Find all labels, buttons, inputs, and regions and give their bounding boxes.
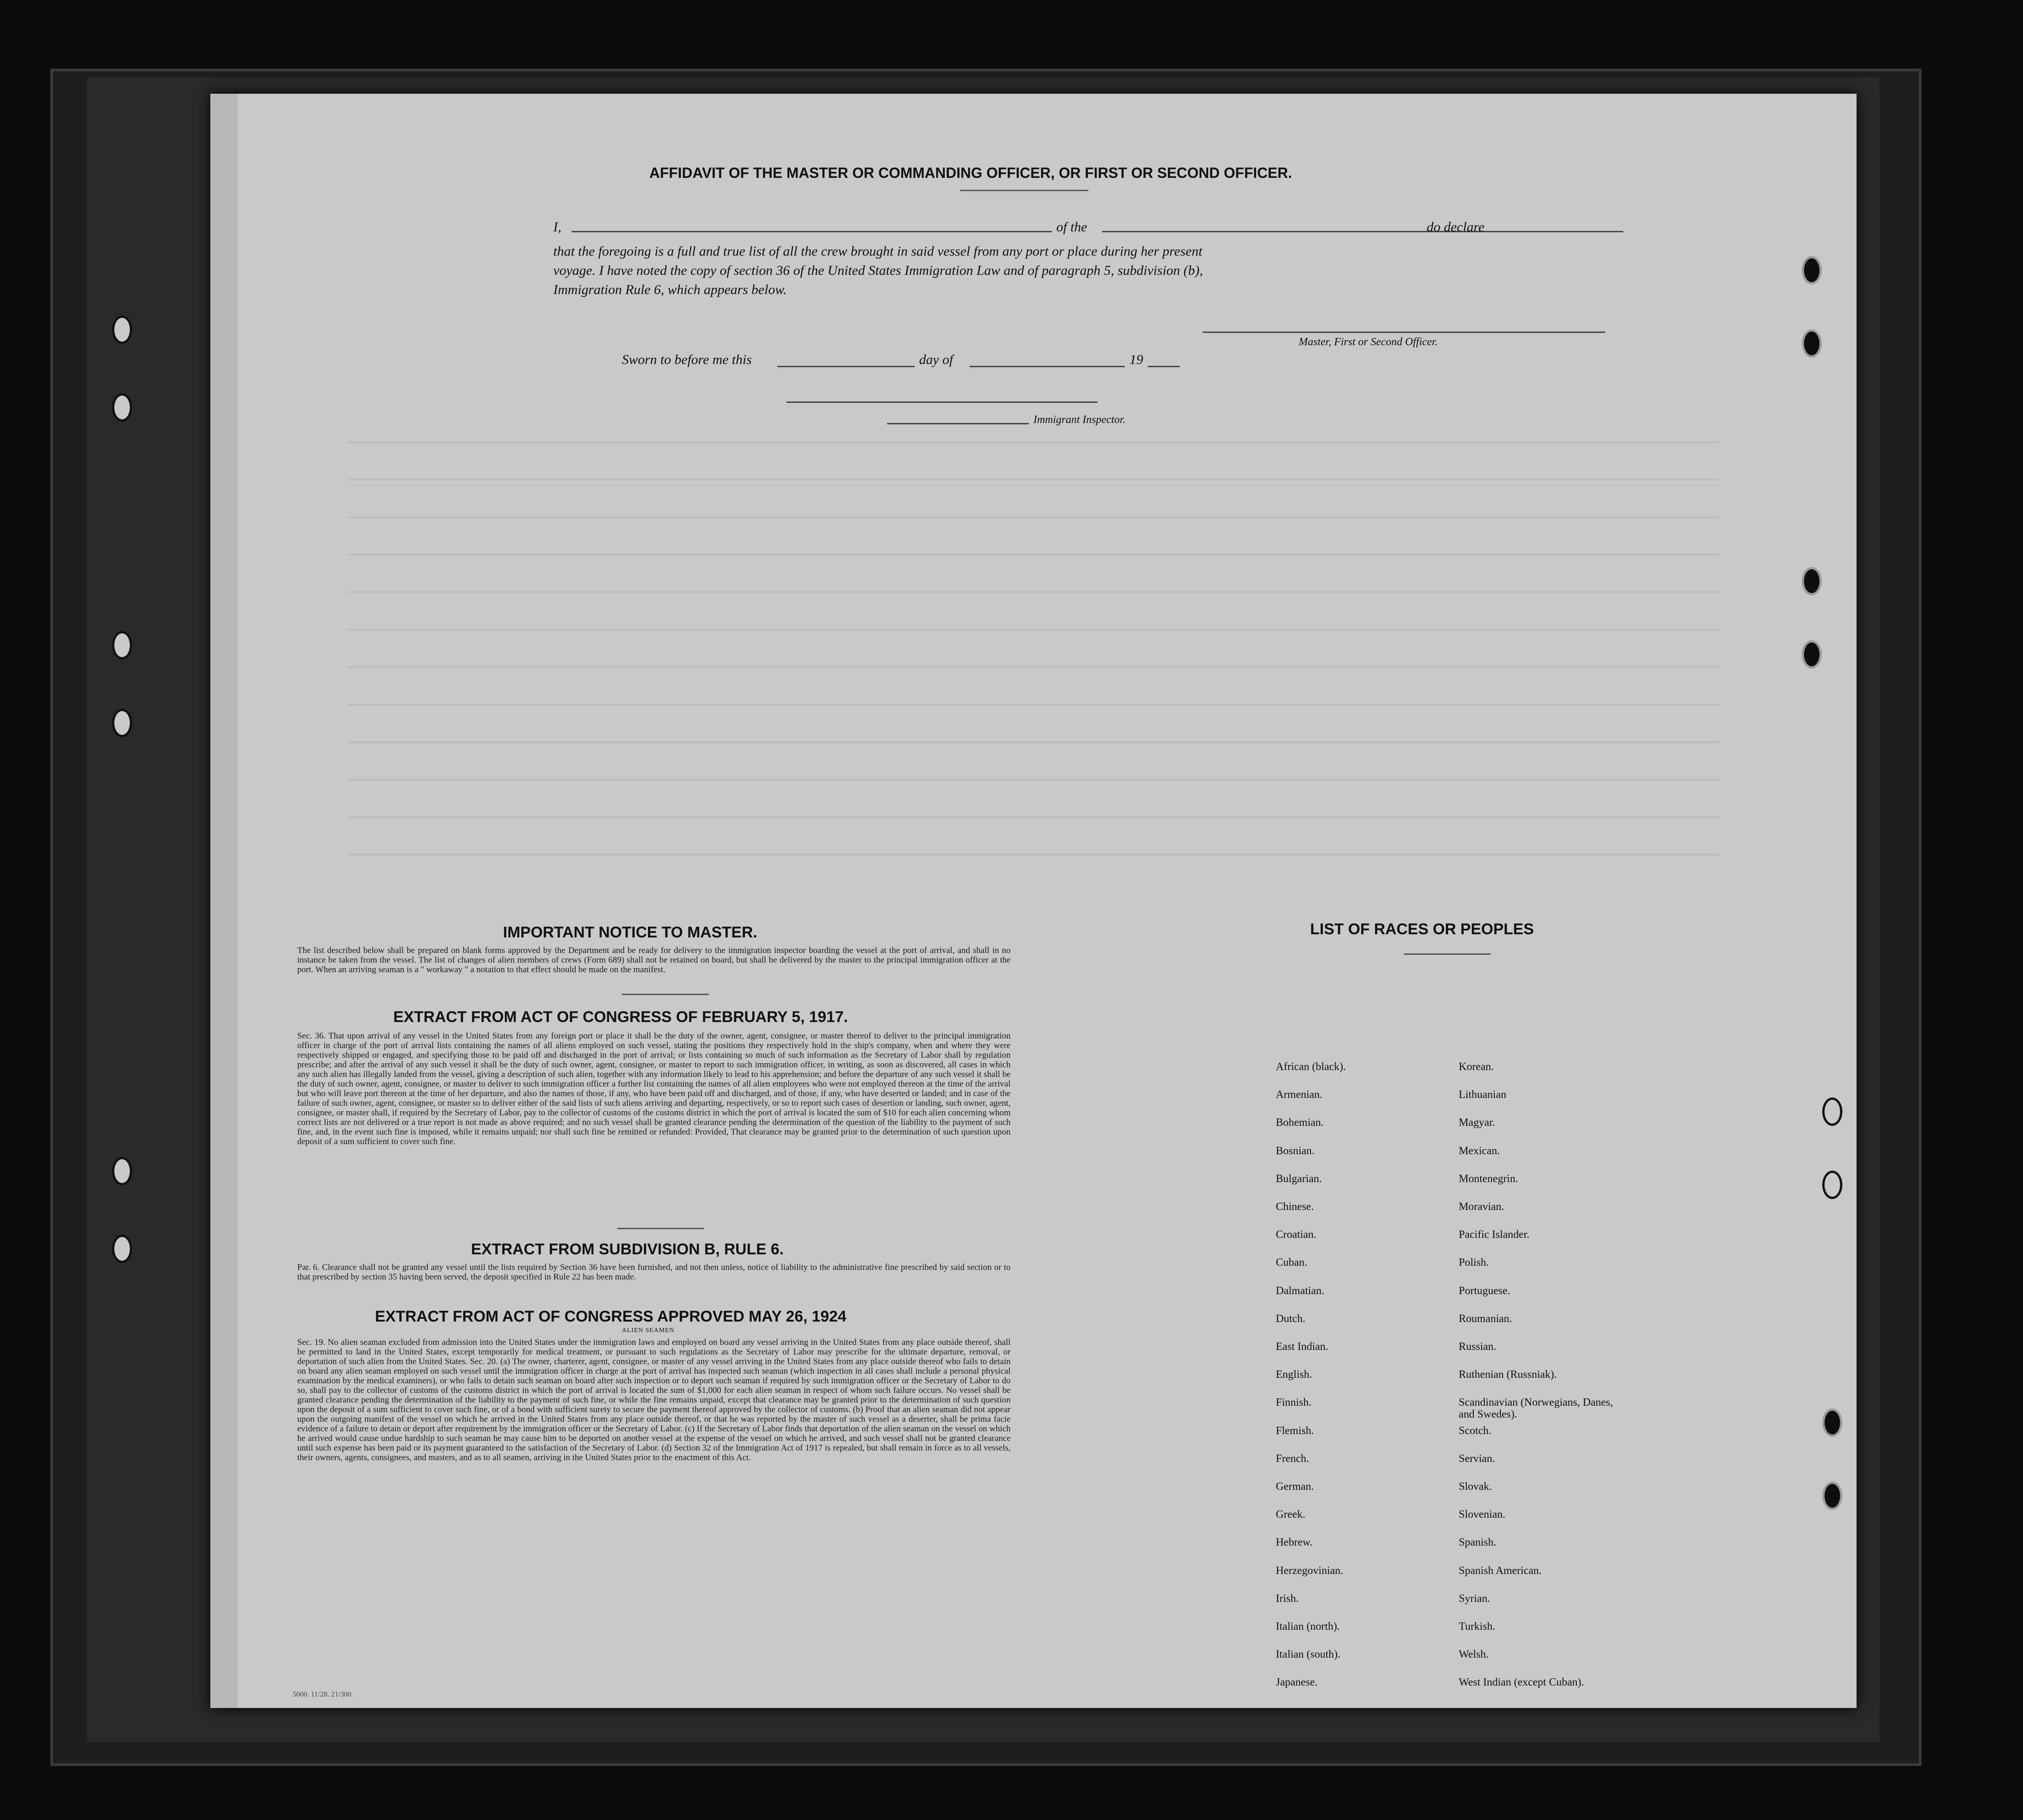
affidavit-declare: do declare — [1427, 219, 1485, 235]
master-name-field[interactable] — [572, 231, 1052, 232]
race-item: African (black). — [1276, 1061, 1346, 1073]
binder-hole — [112, 1235, 132, 1263]
race-item: Irish. — [1276, 1592, 1299, 1605]
sworn-day-field[interactable] — [777, 366, 915, 367]
race-item: Russian. — [1459, 1341, 1497, 1353]
officer-caption: Master, First or Second Officer. — [1299, 336, 1438, 348]
extract-1917-text: Sec. 36. That upon arrival of any vessel in the United States from any foreign port or place it shall be the duty of the owner, agent, consignee, or master thereof to deliver to the principal immigration officer in charge of the port of arrival lists containing the names of all aliens employed on such vessel, stating the positions they respectively hold in the ship's company, when and where they were respectively shipped or engaged, and specifying those to be paid off and discharged in the port of arrival; or lists containing so much of such information as the Secretary of Labor shall by regulation prescribe; and after the arrival of any such vessel it shall be the duty of such owner, agent, consignee, or master to report to such immigration officer, in writing, as soon as discovered, all cases in which any such alien has illegally landed from the vessel, giving a description of such alien, together with any information likely to lead to his apprehension; and before the departure of any such vessel it shall be the duty of such owner, agent, consignee, or master to deliver to such immigration officer a further list containing the names of all alien employees who were not employed thereon at the time of the arrival but who will leave port thereon at the time of her departure, and also the names of those, if any, who have been paid off and discharged, and of those, if any, who have deserted or landed; and in case of the failure of such owner, agent, consignee, or master so to deliver either of the said lists of such aliens arriving and departing, respectively, or so to report such cases of desertion or landing, such owner, agent, consignee, or master shall, if required by the Secretary of Labor, pay to the collector of customs of the customs district in which the port of arrival is located the sum of $10 for each alien concerning whom correct lists are not delivered or a true report is not made as above required; and no such vessel shall be granted clearance pending the determination of the question of the liability to the payment of such fine, and, in the event such fine is imposed, while it remains unpaid; nor shall such fine be remitted or refunded: Provided, That clearance may be granted prior to the determination of such question upon deposit of a sum sufficient to cover such fine. — [297, 1031, 1011, 1146]
binder-hole — [1822, 1171, 1842, 1199]
race-item: Polish. — [1459, 1257, 1489, 1269]
binder-hole — [1822, 1097, 1842, 1126]
ghost-row — [348, 554, 1719, 556]
binder-hole — [112, 631, 132, 659]
race-item: East Indian. — [1276, 1341, 1328, 1353]
race-item: Turkish. — [1459, 1621, 1495, 1633]
races-title-rule — [1404, 953, 1491, 955]
race-item: Japanese. — [1276, 1676, 1318, 1689]
race-item: Italian (north). — [1276, 1621, 1340, 1633]
print-code: 5000. 11/28. 21/300. — [293, 1691, 353, 1698]
ghost-row — [348, 741, 1719, 743]
inspector-name-field[interactable] — [887, 423, 1029, 424]
race-item: Dalmatian. — [1276, 1285, 1324, 1297]
sworn-year-field[interactable] — [1148, 366, 1180, 367]
race-item: Flemish. — [1276, 1424, 1314, 1437]
extract-1924-subtitle: ALIEN SEAMEN — [622, 1327, 675, 1334]
binder-hole — [1802, 640, 1822, 669]
notice-text: The list described below shall be prepared on blank forms approved by the Department and be ready for delivery to the immigration inspector boarding the vessel at the port of arrival, and shall in no instance be taken from the vessel. The list of changes of alien members of crews (Form 689) shall not be retained on board, but shall be delivered by the master to the principal immigration officer at the port. When an arriving seaman is a " workaway " a notation to that effect should be made on the manifest. — [297, 946, 1011, 974]
officer-signature-field[interactable] — [1203, 332, 1605, 333]
binder-hole — [1802, 256, 1822, 284]
race-item: Slovenian. — [1459, 1509, 1505, 1521]
binder-hole — [1822, 1408, 1842, 1437]
race-item: Herzegovinian. — [1276, 1564, 1343, 1577]
race-item: Cuban. — [1276, 1257, 1307, 1269]
race-item: Welsh. — [1459, 1649, 1489, 1661]
race-item: French. — [1276, 1452, 1309, 1465]
binder-hole — [112, 709, 132, 737]
race-item: Italian (south). — [1276, 1649, 1341, 1661]
race-item: Montenegrin. — [1459, 1172, 1518, 1185]
extract-rule6-text: Par. 6. Clearance shall not be granted any vessel until the lists required by Section 36 have been furnished, and not then unless, notice of liability to the administrative fine prescribed by said section or to that prescribed by section 35 having been served, the deposit specified in Rule 22 has been made. — [297, 1263, 1011, 1282]
race-item: Spanish American. — [1459, 1564, 1542, 1577]
notice-title: IMPORTANT NOTICE TO MASTER. — [503, 924, 757, 941]
ghost-row — [348, 591, 1719, 593]
affidavit-line4: Immigration Rule 6, which appears below. — [553, 282, 787, 297]
binder-hole — [112, 393, 132, 422]
race-item: Moravian. — [1459, 1201, 1504, 1213]
affidavit-line3: voyage. I have noted the copy of section 36 of the United States Immigration Law and of paragraph 5, subdivision (b), — [553, 263, 1203, 278]
race-item: Syrian. — [1459, 1592, 1490, 1605]
vessel-name-field[interactable] — [1102, 231, 1623, 232]
year-label: 19 — [1129, 352, 1143, 367]
binder-hole — [1822, 1482, 1842, 1510]
race-item: Bulgarian. — [1276, 1172, 1322, 1185]
ghost-row — [348, 816, 1719, 818]
extract-1924-title: EXTRACT FROM ACT OF CONGRESS APPROVED MAY 26, 1924 — [375, 1308, 846, 1325]
race-item: Armenian. — [1276, 1089, 1322, 1101]
binder-hole — [112, 1157, 132, 1185]
race-item: Greek. — [1276, 1509, 1306, 1521]
sworn-label: Sworn to before me this — [622, 352, 752, 367]
race-item: Scandinavian (Norwegians, Danes, and Swedes). — [1459, 1397, 1613, 1421]
race-item: Hebrew. — [1276, 1536, 1313, 1549]
race-item: Magyar. — [1459, 1117, 1495, 1129]
ghost-row — [348, 479, 1719, 481]
race-item: Dutch. — [1276, 1312, 1306, 1325]
inspector-caption: Immigrant Inspector. — [1033, 414, 1126, 426]
race-item: Bosnian. — [1276, 1145, 1315, 1157]
race-item: Mexican. — [1459, 1145, 1500, 1157]
ghost-row — [348, 516, 1719, 518]
extract-1917-title: EXTRACT FROM ACT OF CONGRESS OF FEBRUARY 5, 1917. — [393, 1008, 848, 1026]
race-item: Scotch. — [1459, 1424, 1492, 1437]
race-item: Slovak. — [1459, 1481, 1492, 1493]
ghost-row — [348, 704, 1719, 706]
race-item: Portuguese. — [1459, 1285, 1510, 1297]
ghost-row — [348, 629, 1719, 631]
race-item: Pacific Islander. — [1459, 1229, 1530, 1241]
document-page — [210, 94, 1857, 1708]
race-item: Roumanian. — [1459, 1312, 1512, 1325]
ghost-row — [348, 666, 1719, 668]
race-item: Lithuanian — [1459, 1089, 1506, 1101]
affidavit-title-rule — [960, 190, 1088, 191]
race-item: Servian. — [1459, 1452, 1495, 1465]
ghost-row — [348, 779, 1719, 781]
ghost-row — [348, 854, 1719, 856]
sworn-month-field[interactable] — [969, 366, 1125, 367]
ghost-row — [348, 441, 1719, 443]
race-item: English. — [1276, 1369, 1312, 1381]
extract-1917-rule — [617, 1228, 704, 1229]
affidavit-of-the: of the — [1056, 219, 1087, 235]
race-item: Bohemian. — [1276, 1117, 1324, 1129]
affidavit-line2: that the foregoing is a full and true list of all the crew brought in said vessel from any port or place during her present — [553, 244, 1203, 259]
race-item: West Indian (except Cuban). — [1459, 1676, 1584, 1689]
notice-rule — [622, 994, 709, 995]
race-item: Finnish. — [1276, 1397, 1312, 1409]
affidavit-i: I, — [553, 219, 562, 235]
binder-hole — [1802, 567, 1822, 595]
affidavit-title: AFFIDAVIT OF THE MASTER OR COMMANDING OFFICER, OR FIRST OR SECOND OFFICER. — [649, 165, 1292, 181]
day-of-label: day of — [919, 352, 953, 367]
race-item: Ruthenian (Russniak). — [1459, 1369, 1557, 1381]
race-item: Spanish. — [1459, 1536, 1497, 1549]
binder-hole — [1802, 329, 1822, 358]
extract-1924-text: Sec. 19. No alien seaman excluded from admission into the United States under the immigration laws and employed on board any vessel arriving in the United States from any place outside thereof, shall be permitted to land in the United States, except temporarily for medical treatment, or pursuant to such regulations as the Secretary of Labor may prescribe for the ultimate departure, removal, or deportation of such alien from the United States. Sec. 20. (a) The owner, charterer, agent, consignee, or master of any vessel arriving in the United States from any place outside thereof who fails to detain on board any alien seaman employed on such vessel until the immigration officer in charge at the port of arrival has inspected such seaman (which inspection in all cases shall include a personal physical examination by the medical examiners), or who fails to detain such seaman on board after such inspection or to deport such seaman if required by such immigration officer or the Secretary of Labor to do so, shall pay to the collector of customs of the customs district in which the port of arrival is located the sum of $1,000 for each alien seaman in respect of whom such failure occurs. No vessel shall be granted clearance pending the determination of the liability to the payment of such fine, or while the fine remains unpaid, except that clearance may be granted prior to the determination of such question upon the deposit of a sum sufficient to cover such fine, or of a bond with sufficient surety to secure the payment thereof approved by the collector of customs. (b) Proof that an alien seaman did not appear upon the outgoing manifest of the vessel on which he arrived in the United States from any place outside thereof, or that he was reported by the master of such vessel as a deserter, shall be prima facie evidence of a failure to detain or deport after requirement by the immigration officer or the Secretary of Labor. (c) If the Secretary of Labor finds that deportation of the alien seaman on the vessel on which he arrived would cause undue hardship to such seaman he may cause him to be deported on another vessel at the expense of the vessel on which he arrived, and such vessel shall not be granted clearance until such expense has been paid or its payment guaranteed to the satisfaction of the Secretary of Labor. (d) Section 32 of the Immigration Act of 1917 is repealed, but shall remain in force as to all vessels, their owners, agents, consignees, and masters, and as to all seamen, arriving in the United States prior to the enactment of this Act. — [297, 1338, 1011, 1462]
page-margin-stripe — [210, 94, 238, 1708]
race-item: Croatian. — [1276, 1229, 1317, 1241]
race-item: German. — [1276, 1481, 1314, 1493]
races-title: LIST OF RACES OR PEOPLES — [1310, 921, 1534, 938]
race-item: Chinese. — [1276, 1201, 1314, 1213]
inspector-signature-field[interactable] — [787, 401, 1097, 403]
race-item: Korean. — [1459, 1061, 1494, 1073]
extract-rule6-title: EXTRACT FROM SUBDIVISION B, RULE 6. — [471, 1241, 784, 1258]
binder-hole — [112, 316, 132, 344]
